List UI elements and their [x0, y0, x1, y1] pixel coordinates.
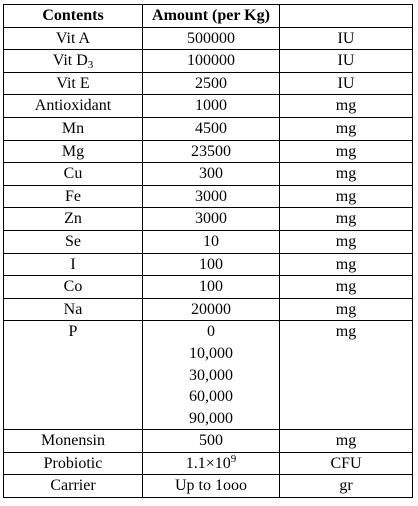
cell-unit: mg [280, 95, 413, 118]
header-row [4, 5, 413, 28]
cell-amount-line: 60,000 [189, 388, 233, 406]
cell-unit: mg [280, 163, 413, 186]
table-container [3, 4, 412, 498]
cell-amount-line: 30,000 [189, 366, 233, 384]
cell-content-subscript: 3 [87, 59, 94, 72]
cell-content-base: Vit D [52, 52, 88, 70]
table-row [4, 475, 413, 498]
cell-amount: 500000 [143, 27, 280, 50]
table-row [4, 50, 413, 73]
cell-amount: 4500 [143, 117, 280, 140]
cell-amount: 10 [143, 230, 280, 253]
cell-content: Monensin [4, 430, 143, 453]
cell-amount: 100000 [143, 50, 280, 73]
table-row [4, 452, 413, 475]
header-amount: Amount (per Kg) [143, 5, 280, 28]
cell-content: Mg [4, 140, 143, 163]
cell-amount-multi [143, 321, 280, 430]
cell-amount [143, 452, 280, 475]
table-row [4, 95, 413, 118]
cell-content: I [4, 253, 143, 276]
cell-unit: mg [280, 230, 413, 253]
cell-amount: Up to 1ooo [143, 475, 280, 498]
header-unit [280, 5, 413, 28]
table-row [4, 72, 413, 95]
cell-content: Zn [4, 208, 143, 231]
cell-amount: 20000 [143, 298, 280, 321]
cell-content: Mn [4, 117, 143, 140]
cell-content: Vit A [4, 27, 143, 50]
cell-content: Se [4, 230, 143, 253]
cell-unit: mg [280, 321, 413, 430]
table-row [4, 298, 413, 321]
cell-unit: IU [280, 27, 413, 50]
cell-content: Vit E [4, 72, 143, 95]
cell-unit: mg [280, 276, 413, 299]
cell-content: Cu [4, 163, 143, 186]
cell-unit: mg [280, 117, 413, 140]
cell-content [4, 50, 143, 73]
cell-amount: 3000 [143, 185, 280, 208]
table-row [4, 430, 413, 453]
cell-amount-line: 90,000 [189, 409, 233, 427]
cell-amount: 300 [143, 163, 280, 186]
cell-amount: 100 [143, 253, 280, 276]
table-row [4, 321, 413, 430]
cell-unit: mg [280, 208, 413, 231]
table-row [4, 208, 413, 231]
contents-table [3, 4, 413, 498]
cell-content: P [4, 321, 143, 430]
cell-unit: mg [280, 298, 413, 321]
cell-amount: 1000 [143, 95, 280, 118]
cell-amount: 23500 [143, 140, 280, 163]
cell-content: Fe [4, 185, 143, 208]
cell-amount-exponent: 9 [230, 452, 237, 465]
cell-amount-line: 10,000 [189, 344, 233, 362]
cell-amount: 2500 [143, 72, 280, 95]
table-row [4, 276, 413, 299]
cell-content: Co [4, 276, 143, 299]
cell-unit: mg [280, 430, 413, 453]
table-row [4, 253, 413, 276]
cell-unit: gr [280, 475, 413, 498]
table-row [4, 185, 413, 208]
table-row [4, 117, 413, 140]
cell-content: Na [4, 298, 143, 321]
cell-amount: 3000 [143, 208, 280, 231]
table-row [4, 163, 413, 186]
cell-unit: IU [280, 50, 413, 73]
cell-amount-base: 1.1×10 [185, 454, 231, 472]
cell-content: Carrier [4, 475, 143, 498]
cell-unit: IU [280, 72, 413, 95]
cell-amount-line: 0 [207, 323, 215, 341]
table-row [4, 140, 413, 163]
table-row [4, 230, 413, 253]
cell-content: Probiotic [4, 452, 143, 475]
cell-content: Antioxidant [4, 95, 143, 118]
cell-unit: mg [280, 253, 413, 276]
header-contents: Contents [4, 5, 143, 28]
cell-unit: CFU [280, 452, 413, 475]
cell-unit: mg [280, 185, 413, 208]
table-row [4, 27, 413, 50]
cell-amount: 500 [143, 430, 280, 453]
cell-unit: mg [280, 140, 413, 163]
cell-amount: 100 [143, 276, 280, 299]
